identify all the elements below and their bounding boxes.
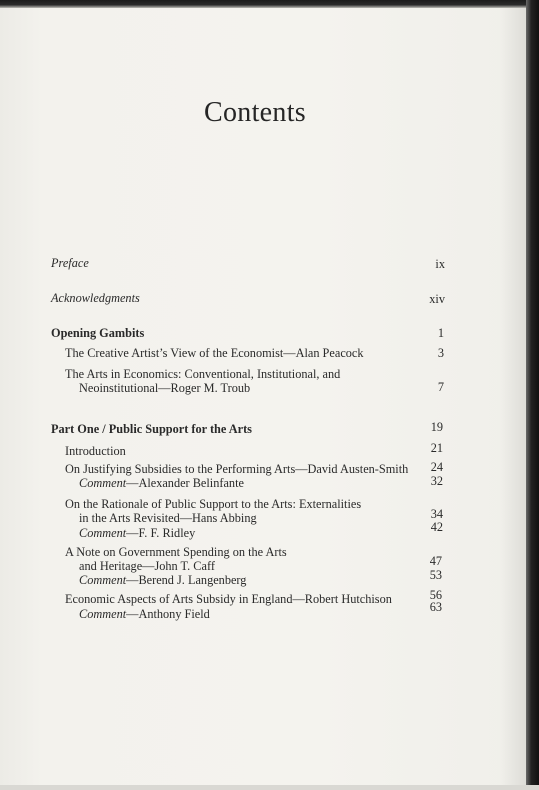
toc-page-part-one: 19 bbox=[430, 420, 443, 434]
toc-entry-preface: Preface bbox=[51, 256, 89, 270]
toc-entry-government-spending-line1: A Note on Government Spending on the Arts bbox=[65, 545, 287, 559]
toc-page-justifying-subsidies: 24 bbox=[430, 460, 443, 474]
toc-comment-field bbox=[79, 607, 210, 621]
toc-entry-justifying-subsidies: On Justifying Subsidies to the Performing Arts—David Austen-Smith bbox=[65, 462, 409, 476]
comment-label: Comment bbox=[79, 526, 127, 540]
toc-page-arts-in-economics: 7 bbox=[437, 380, 444, 394]
page-title: Contents bbox=[204, 97, 306, 128]
book-top-edge bbox=[0, 0, 539, 8]
comment-author: —Alexander Belinfante bbox=[126, 476, 244, 490]
toc-page-comment-belinfante: 32 bbox=[430, 474, 443, 488]
toc-comment-ridley bbox=[79, 526, 195, 540]
toc-page-creative-artist: 3 bbox=[437, 346, 444, 360]
toc-page-comment-langenberg: 53 bbox=[429, 568, 442, 582]
comment-label: Comment bbox=[79, 607, 127, 621]
toc-entry-government-spending-line2: and Heritage—John T. Caff bbox=[79, 559, 215, 573]
comment-label: Comment bbox=[79, 573, 127, 587]
toc-entry-arts-in-economics-line2: Neoinstitutional—Roger M. Troub bbox=[79, 381, 251, 395]
toc-page-preface: ix bbox=[435, 257, 445, 271]
comment-author: —Anthony Field bbox=[126, 607, 210, 621]
toc-entry-introduction: Introduction bbox=[65, 444, 126, 458]
toc-page-acknowledgments: xiv bbox=[429, 292, 445, 306]
toc-page-rationale: 34 bbox=[430, 507, 443, 521]
book-cover-edge bbox=[526, 0, 539, 790]
comment-label: Comment bbox=[79, 476, 127, 490]
toc-entry-rationale-line1: On the Rationale of Public Support to the Arts: Externalities bbox=[65, 497, 362, 511]
comment-author: —Berend J. Langenberg bbox=[126, 573, 247, 587]
toc-entry-rationale-line2: in the Arts Revisited—Hans Abbing bbox=[79, 511, 257, 525]
toc-comment-langenberg bbox=[79, 573, 246, 587]
toc-page-comment-ridley: 42 bbox=[430, 520, 443, 534]
toc-page-introduction: 21 bbox=[430, 441, 443, 455]
toc-page-economic-aspects: 56 bbox=[429, 588, 442, 602]
toc-page-opening-gambits: 1 bbox=[437, 326, 444, 340]
toc-page-comment-field: 63 bbox=[429, 600, 442, 614]
page-bottom-edge bbox=[0, 785, 539, 790]
comment-author: —F. F. Ridley bbox=[126, 526, 196, 540]
toc-entry-arts-in-economics-line1: The Arts in Economics: Conventional, Institutional, and bbox=[65, 367, 341, 381]
toc-comment-belinfante bbox=[79, 476, 244, 490]
toc-entry-creative-artist: The Creative Artist’s View of the Economist—Alan Peacock bbox=[65, 346, 364, 360]
toc-section-part-one: Part One / Public Support for the Arts bbox=[51, 422, 252, 436]
toc-entry-economic-aspects: Economic Aspects of Arts Subsidy in England—Robert Hutchison bbox=[65, 592, 392, 606]
toc-entry-acknowledgments: Acknowledgments bbox=[51, 291, 140, 305]
toc-page-government-spending: 47 bbox=[429, 554, 442, 568]
toc-section-opening-gambits: Opening Gambits bbox=[51, 326, 145, 340]
